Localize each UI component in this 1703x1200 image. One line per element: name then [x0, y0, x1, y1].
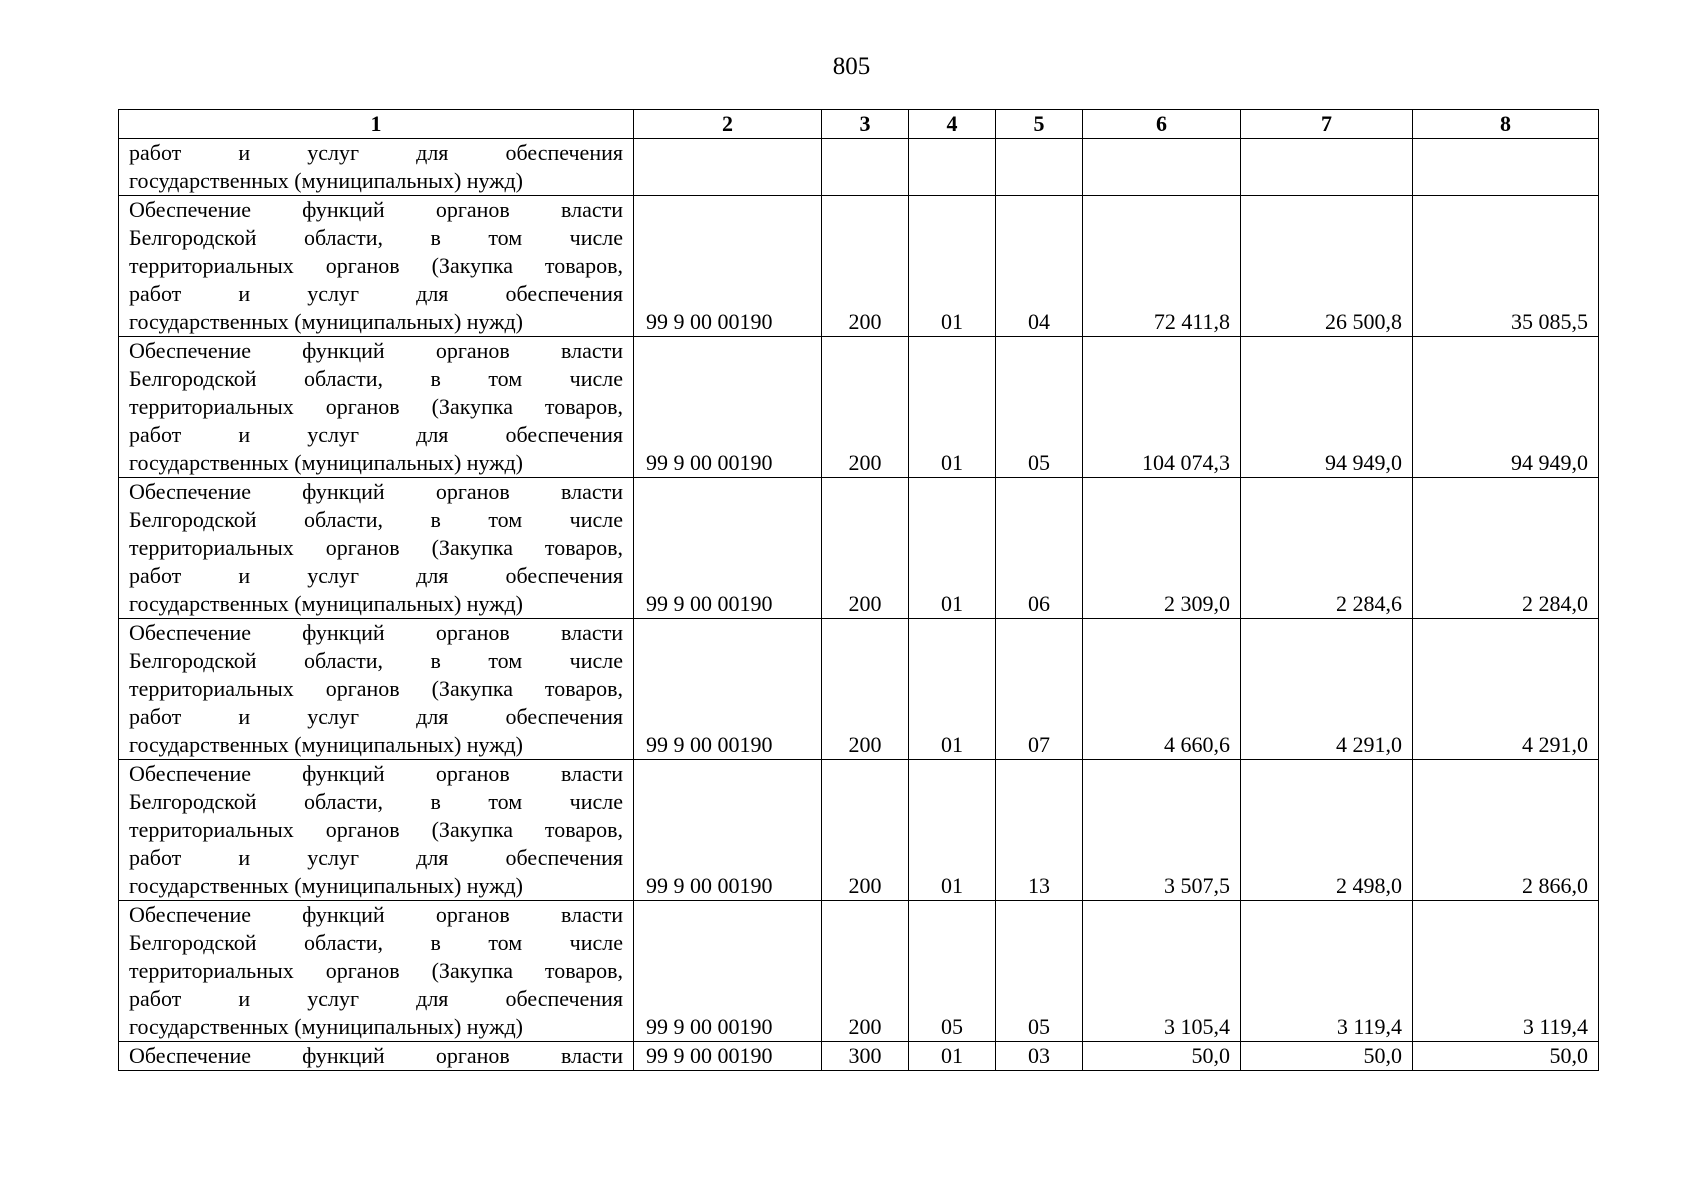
table-row [119, 196, 1599, 337]
table-body [119, 139, 1599, 1071]
column-header: 1 [119, 110, 634, 139]
description-line: Белгородской области, в том числе [129, 507, 623, 532]
description-line: территориальных органов (Закупка товаров, [129, 817, 623, 842]
section-cell: 01 [909, 619, 996, 760]
subsection-cell: 07 [996, 619, 1083, 760]
section-cell: 01 [909, 478, 996, 619]
amount-cell: 4 291,0 [1413, 619, 1599, 760]
description-line: Белгородской области, в том числе [129, 930, 623, 955]
column-header: 4 [909, 110, 996, 139]
amount-cell: 3 507,5 [1083, 760, 1241, 901]
description-line: государственных (муниципальных) нужд) [129, 1014, 523, 1039]
expense-description [119, 196, 634, 337]
target-article-cell [634, 139, 822, 196]
description-line: Обеспечение функций органов власти [129, 479, 623, 504]
description-line: Белгородской области, в том числе [129, 366, 623, 391]
subsection-cell: 13 [996, 760, 1083, 901]
table-row [119, 901, 1599, 1042]
expense-description [119, 901, 634, 1042]
subsection-cell: 06 [996, 478, 1083, 619]
description-line: территориальных органов (Закупка товаров, [129, 394, 623, 419]
expense-description [119, 760, 634, 901]
description-line: территориальных органов (Закупка товаров, [129, 676, 623, 701]
expense-type-cell: 200 [822, 196, 909, 337]
expense-description [119, 337, 634, 478]
expense-description [119, 478, 634, 619]
amount-cell: 35 085,5 [1413, 196, 1599, 337]
amount-cell [1413, 139, 1599, 196]
amount-cell: 72 411,8 [1083, 196, 1241, 337]
section-cell: 05 [909, 901, 996, 1042]
description-line: работ и услуг для обеспечения [129, 140, 623, 165]
target-article-cell: 99 9 00 00190 [634, 196, 822, 337]
description-line: территориальных органов (Закупка товаров, [129, 535, 623, 560]
target-article-cell: 99 9 00 00190 [634, 760, 822, 901]
section-cell: 01 [909, 1042, 996, 1071]
section-cell [909, 139, 996, 196]
expense-type-cell: 200 [822, 760, 909, 901]
description-line: работ и услуг для обеспечения [129, 281, 623, 306]
description-line: Обеспечение функций органов власти [129, 1043, 623, 1068]
section-cell: 01 [909, 760, 996, 901]
description-line: Обеспечение функций органов власти [129, 902, 623, 927]
expense-description [119, 139, 634, 196]
amount-cell: 50,0 [1241, 1042, 1413, 1071]
amount-cell: 2 284,0 [1413, 478, 1599, 619]
description-line: государственных (муниципальных) нужд) [129, 168, 523, 193]
description-line: государственных (муниципальных) нужд) [129, 591, 523, 616]
target-article-cell: 99 9 00 00190 [634, 337, 822, 478]
target-article-cell: 99 9 00 00190 [634, 619, 822, 760]
amount-cell: 94 949,0 [1413, 337, 1599, 478]
table-row [119, 337, 1599, 478]
amount-cell: 50,0 [1083, 1042, 1241, 1071]
page-number: 805 [832, 53, 871, 80]
description-line: территориальных органов (Закупка товаров, [129, 253, 623, 278]
expense-type-cell: 300 [822, 1042, 909, 1071]
amount-cell: 2 284,6 [1241, 478, 1413, 619]
expense-type-cell: 200 [822, 337, 909, 478]
subsection-cell: 03 [996, 1042, 1083, 1071]
expense-type-cell: 200 [822, 478, 909, 619]
target-article-cell: 99 9 00 00190 [634, 1042, 822, 1071]
description-line: Белгородской области, в том числе [129, 225, 623, 250]
column-header: 2 [634, 110, 822, 139]
table-row [119, 619, 1599, 760]
description-line: работ и услуг для обеспечения [129, 563, 623, 588]
description-line: Обеспечение функций органов власти [129, 761, 623, 786]
amount-cell: 3 119,4 [1241, 901, 1413, 1042]
amount-cell: 94 949,0 [1241, 337, 1413, 478]
expense-description [119, 619, 634, 760]
description-line: государственных (муниципальных) нужд) [129, 309, 523, 334]
budget-table [118, 109, 1599, 1071]
amount-cell [1241, 139, 1413, 196]
table-row [119, 139, 1599, 196]
amount-cell [1083, 139, 1241, 196]
description-line: Белгородской области, в том числе [129, 789, 623, 814]
description-line: работ и услуг для обеспечения [129, 986, 623, 1011]
target-article-cell: 99 9 00 00190 [634, 901, 822, 1042]
description-line: Обеспечение функций органов власти [129, 197, 623, 222]
table-header-row [119, 110, 1599, 139]
description-line: работ и услуг для обеспечения [129, 845, 623, 870]
column-header: 6 [1083, 110, 1241, 139]
amount-cell: 2 309,0 [1083, 478, 1241, 619]
subsection-cell [996, 139, 1083, 196]
section-cell: 01 [909, 337, 996, 478]
target-article-cell: 99 9 00 00190 [634, 478, 822, 619]
description-line: государственных (муниципальных) нужд) [129, 450, 523, 475]
amount-cell: 4 291,0 [1241, 619, 1413, 760]
column-header: 5 [996, 110, 1083, 139]
amount-cell: 2 498,0 [1241, 760, 1413, 901]
description-line: работ и услуг для обеспечения [129, 422, 623, 447]
amount-cell: 4 660,6 [1083, 619, 1241, 760]
column-header: 3 [822, 110, 909, 139]
subsection-cell: 05 [996, 901, 1083, 1042]
amount-cell: 50,0 [1413, 1042, 1599, 1071]
expense-description [119, 1042, 634, 1071]
amount-cell: 3 119,4 [1413, 901, 1599, 1042]
description-line: государственных (муниципальных) нужд) [129, 873, 523, 898]
description-line: государственных (муниципальных) нужд) [129, 732, 523, 757]
table-row [119, 478, 1599, 619]
amount-cell: 26 500,8 [1241, 196, 1413, 337]
subsection-cell: 04 [996, 196, 1083, 337]
subsection-cell: 05 [996, 337, 1083, 478]
expense-type-cell [822, 139, 909, 196]
description-line: работ и услуг для обеспечения [129, 704, 623, 729]
description-line: Обеспечение функций органов власти [129, 620, 623, 645]
column-header: 8 [1413, 110, 1599, 139]
expense-type-cell: 200 [822, 619, 909, 760]
amount-cell: 104 074,3 [1083, 337, 1241, 478]
amount-cell: 2 866,0 [1413, 760, 1599, 901]
column-header: 7 [1241, 110, 1413, 139]
description-line: Обеспечение функций органов власти [129, 338, 623, 363]
amount-cell: 3 105,4 [1083, 901, 1241, 1042]
description-line: территориальных органов (Закупка товаров, [129, 958, 623, 983]
description-line: Белгородской области, в том числе [129, 648, 623, 673]
section-cell: 01 [909, 196, 996, 337]
table-row [119, 760, 1599, 901]
table-row [119, 1042, 1599, 1071]
expense-type-cell: 200 [822, 901, 909, 1042]
